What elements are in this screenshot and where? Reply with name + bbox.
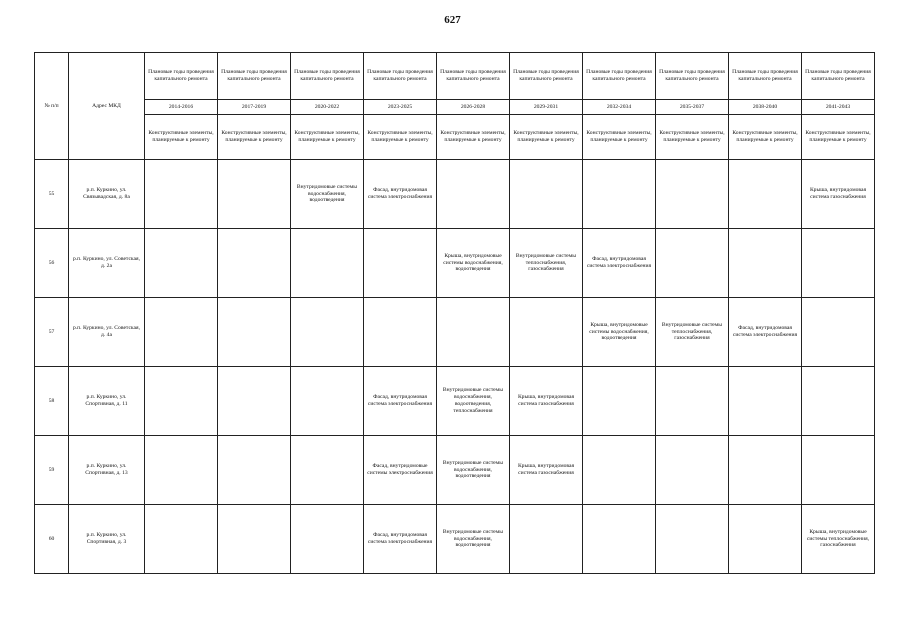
repair-elements-cell bbox=[729, 367, 802, 436]
row-address: р.п. Куркино, ул. Спортивная, д. 13 bbox=[69, 436, 145, 505]
header-row-elements bbox=[35, 115, 875, 160]
repair-elements-cell: Фасад, внутридомовая система электроснабжения bbox=[583, 229, 656, 298]
header-period-years: 2029-2031 bbox=[510, 100, 583, 115]
header-period-years: 2041-2043 bbox=[802, 100, 875, 115]
repair-elements-cell bbox=[145, 160, 218, 229]
repair-elements-cell: Фасад, внутридомовые системы электроснабжения bbox=[364, 436, 437, 505]
repair-elements-cell bbox=[656, 505, 729, 574]
table-row bbox=[35, 229, 875, 298]
table-body bbox=[35, 160, 875, 574]
row-address: р.п. Куркино, ул. Советская, д. 4а bbox=[69, 298, 145, 367]
page-number: 627 bbox=[444, 14, 461, 26]
header-elements-label: Конструктивные элементы, планируемые к ремонту bbox=[583, 115, 656, 160]
header-period-title: Плановые годы проведения капитального ремонта bbox=[145, 53, 218, 100]
repair-elements-cell bbox=[729, 436, 802, 505]
header-period-years: 2035-2037 bbox=[656, 100, 729, 115]
repair-elements-cell bbox=[656, 160, 729, 229]
repair-elements-cell bbox=[729, 505, 802, 574]
header-period-title: Плановые годы проведения капитального ремонта bbox=[437, 53, 510, 100]
table-row bbox=[35, 436, 875, 505]
header-period-title: Плановые годы проведения капитального ремонта bbox=[656, 53, 729, 100]
repair-elements-cell bbox=[656, 436, 729, 505]
repair-elements-cell bbox=[510, 298, 583, 367]
repair-elements-cell bbox=[437, 160, 510, 229]
row-number: 56 bbox=[35, 229, 69, 298]
row-number: 60 bbox=[35, 505, 69, 574]
row-address: р.п. Куркино, ул. Спортивная, д. 3 bbox=[69, 505, 145, 574]
repair-elements-cell: Внутридомовые системы теплоснабжения, газоснабжения bbox=[656, 298, 729, 367]
repair-elements-cell: Крыша, внутридомовая система газоснабжения bbox=[802, 160, 875, 229]
header-period-years: 2038-2040 bbox=[729, 100, 802, 115]
repair-schedule-table bbox=[34, 52, 875, 574]
row-number: 58 bbox=[35, 367, 69, 436]
repair-elements-cell: Внутридомовые системы водоснабжения, водоотведения bbox=[437, 436, 510, 505]
table-row bbox=[35, 367, 875, 436]
repair-elements-cell: Фасад, внутридомовая система электроснабжения bbox=[364, 160, 437, 229]
header-elements-label: Конструктивные элементы, планируемые к ремонту bbox=[729, 115, 802, 160]
header-period-years: 2020-2022 bbox=[291, 100, 364, 115]
table-row bbox=[35, 160, 875, 229]
header-period-title: Плановые годы проведения капитального ремонта bbox=[729, 53, 802, 100]
repair-elements-cell bbox=[729, 160, 802, 229]
repair-elements-cell bbox=[802, 436, 875, 505]
repair-elements-cell: Фасад, внутридомовая система электроснабжения bbox=[364, 367, 437, 436]
repair-elements-cell bbox=[364, 298, 437, 367]
row-number: 57 bbox=[35, 298, 69, 367]
repair-elements-cell bbox=[510, 505, 583, 574]
header-period-years: 2032-2034 bbox=[583, 100, 656, 115]
header-period-title: Плановые годы проведения капитального ремонта bbox=[291, 53, 364, 100]
header-elements-label: Конструктивные элементы, планируемые к ремонту bbox=[437, 115, 510, 160]
repair-elements-cell bbox=[218, 436, 291, 505]
row-number: 55 bbox=[35, 160, 69, 229]
repair-elements-cell bbox=[291, 436, 364, 505]
repair-elements-cell bbox=[291, 229, 364, 298]
header-period-title: Плановые годы проведения капитального ремонта bbox=[510, 53, 583, 100]
repair-elements-cell: Внутридомовые системы водоснабжения, водоотведения bbox=[291, 160, 364, 229]
repair-elements-cell bbox=[218, 229, 291, 298]
header-address: Адрес МКД bbox=[69, 53, 145, 160]
row-address: р.п. Куркино, ул. Спортивная, д. 11 bbox=[69, 367, 145, 436]
repair-elements-cell bbox=[291, 505, 364, 574]
header-elements-label: Конструктивные элементы, планируемые к ремонту bbox=[510, 115, 583, 160]
repair-elements-cell: Внутридомовые системы водоснабжения, водоотведения bbox=[437, 505, 510, 574]
repair-elements-cell bbox=[583, 505, 656, 574]
repair-elements-cell bbox=[583, 367, 656, 436]
header-period-years: 2017-2019 bbox=[218, 100, 291, 115]
table-row bbox=[35, 505, 875, 574]
repair-elements-cell bbox=[218, 505, 291, 574]
header-period-years: 2023-2025 bbox=[364, 100, 437, 115]
repair-elements-cell bbox=[437, 298, 510, 367]
header-period-years: 2026-2028 bbox=[437, 100, 510, 115]
header-elements-label: Конструктивные элементы, планируемые к ремонту bbox=[218, 115, 291, 160]
header-elements-label: Конструктивные элементы, планируемые к ремонту bbox=[291, 115, 364, 160]
repair-elements-cell: Крыша, внутридомовые системы теплоснабжения, газоснабжения bbox=[802, 505, 875, 574]
header-row-titles bbox=[35, 53, 875, 100]
table-header bbox=[35, 53, 875, 160]
header-period-title: Плановые годы проведения капитального ремонта bbox=[218, 53, 291, 100]
repair-elements-cell bbox=[510, 160, 583, 229]
header-row-years bbox=[35, 100, 875, 115]
header-num: № п/п bbox=[35, 53, 69, 160]
repair-elements-cell: Крыша, внутридомовая система газоснабжения bbox=[510, 367, 583, 436]
repair-elements-cell bbox=[218, 367, 291, 436]
repair-elements-cell: Крыша, внутридомовые системы водоснабжения, водоотведения bbox=[583, 298, 656, 367]
header-period-years: 2014-2016 bbox=[145, 100, 218, 115]
repair-elements-cell: Внутридомовые системы водоснабжения, водоотведения, теплоснабжения bbox=[437, 367, 510, 436]
repair-elements-cell bbox=[145, 229, 218, 298]
table-row bbox=[35, 298, 875, 367]
header-elements-label: Конструктивные элементы, планируемые к ремонту bbox=[364, 115, 437, 160]
repair-elements-cell bbox=[145, 367, 218, 436]
repair-elements-cell: Крыша, внутридомовая система газоснабжения bbox=[510, 436, 583, 505]
repair-elements-cell: Фасад, внутридомовая система электроснабжения bbox=[364, 505, 437, 574]
row-number: 59 bbox=[35, 436, 69, 505]
repair-elements-cell bbox=[802, 229, 875, 298]
repair-elements-cell: Внутридомовые системы теплоснабжения, газоснабжения bbox=[510, 229, 583, 298]
repair-elements-cell bbox=[218, 160, 291, 229]
repair-elements-cell bbox=[291, 298, 364, 367]
repair-elements-cell bbox=[145, 505, 218, 574]
repair-elements-cell bbox=[656, 367, 729, 436]
repair-elements-cell: Крыша, внутридомовые системы водоснабжения, водоотведения bbox=[437, 229, 510, 298]
repair-elements-cell bbox=[145, 436, 218, 505]
repair-elements-cell bbox=[802, 367, 875, 436]
header-elements-label: Конструктивные элементы, планируемые к ремонту bbox=[802, 115, 875, 160]
header-elements-label: Конструктивные элементы, планируемые к ремонту bbox=[145, 115, 218, 160]
repair-elements-cell bbox=[291, 367, 364, 436]
row-address: р.п. Куркино, ул. Связывадская, д. 8а bbox=[69, 160, 145, 229]
header-elements-label: Конструктивные элементы, планируемые к ремонту bbox=[656, 115, 729, 160]
header-period-title: Плановые годы проведения капитального ремонта bbox=[802, 53, 875, 100]
repair-elements-cell bbox=[364, 229, 437, 298]
repair-elements-cell bbox=[802, 298, 875, 367]
repair-elements-cell bbox=[656, 229, 729, 298]
header-period-title: Плановые годы проведения капитального ремонта bbox=[583, 53, 656, 100]
repair-elements-cell bbox=[583, 160, 656, 229]
repair-elements-cell bbox=[583, 436, 656, 505]
repair-elements-cell bbox=[218, 298, 291, 367]
row-address: р.п. Куркино, ул. Советская, д. 2а bbox=[69, 229, 145, 298]
header-period-title: Плановые годы проведения капитального ремонта bbox=[364, 53, 437, 100]
repair-elements-cell bbox=[145, 298, 218, 367]
repair-elements-cell: Фасад, внутридомовая система электроснабжения bbox=[729, 298, 802, 367]
repair-elements-cell bbox=[729, 229, 802, 298]
